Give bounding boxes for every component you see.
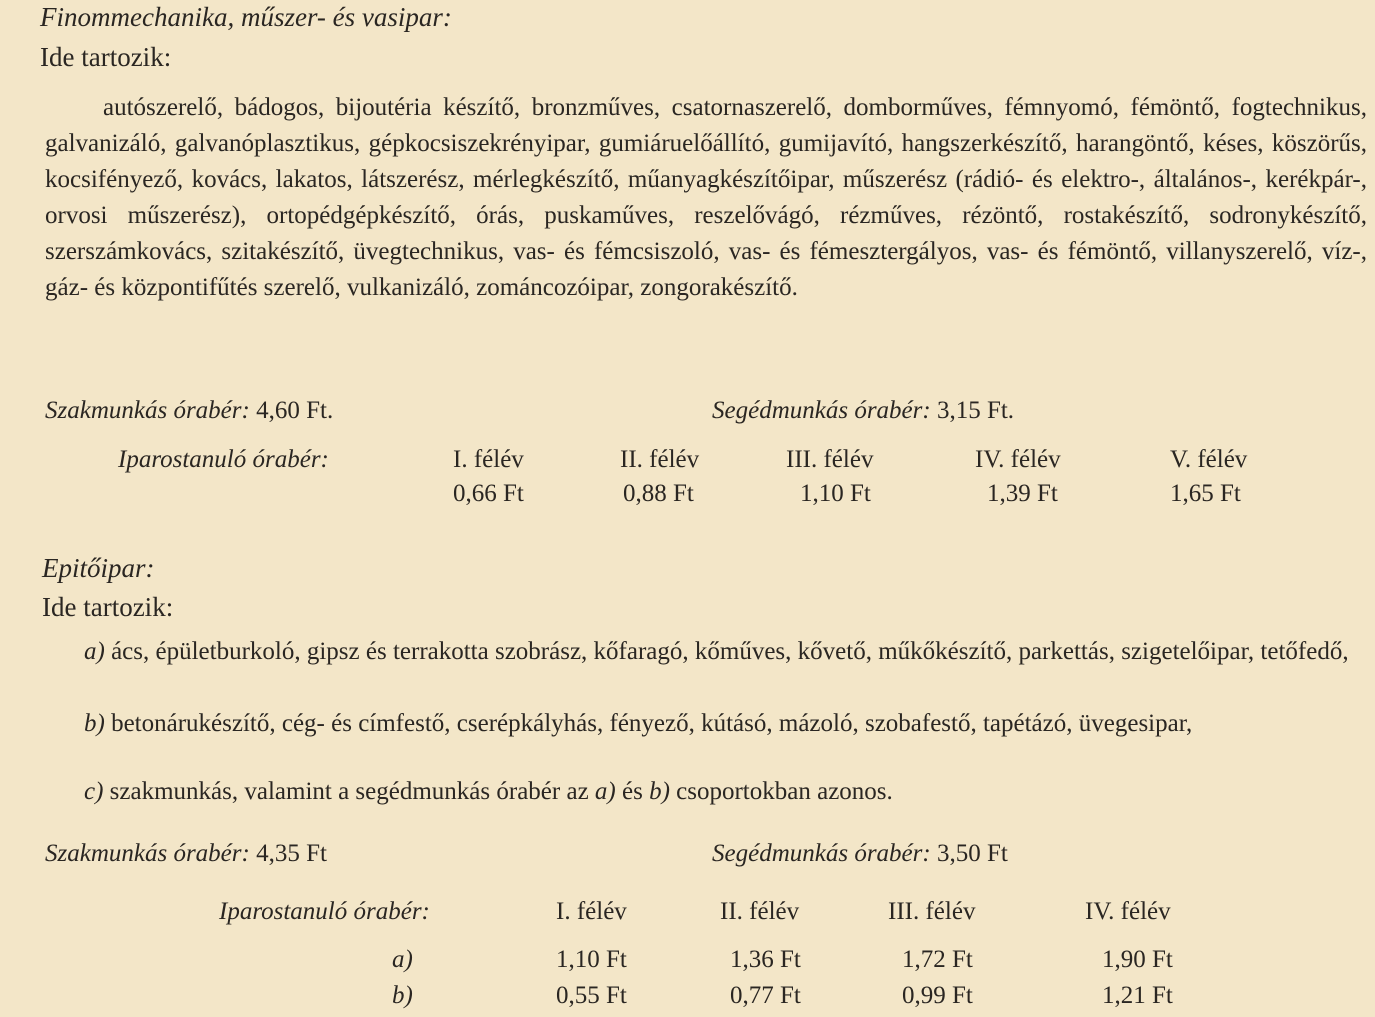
group-b-paragraph [10, 706, 1367, 742]
group-c-marker: c) [84, 778, 104, 805]
skilled-wage-label: Szakmunkás órabér: [45, 397, 250, 424]
group-b-marker: b) [84, 710, 105, 737]
trade-list-paragraph: autószerelő, bádogos, bijoutéria készítő, bronzműves, csatornaszerelő, domborműves, fémnyomó, fémöntő, fogtechnikus, galvanizáló, galvanóplasztikus, gépkocsiszekrényipar, gumiáruelőállító, gumijavító, hangszerkészítő, harangöntő, késes, köszörűs, kocsifényező, kovács, lakatos, látszerész, mérlegkészítő, műanyagkészítőipar, műszerész (rádió- és elektro-, általános-, kerékpár-, orvosi műszerész), ortopédgépkészítő, órás, puskaműves, reszelővágó, rézműves, rézöntő, rostakészítő, sodronykészítő, szerszámkovács, szitakészítő, üvegtechnikus, vas- és fémcsiszoló, vas- és fémesztergályos, vas- és fémöntő, villanyszerelő, víz-, gáz- és központifűtés szerelő, vulkanizáló, zománcozóipar, zongorakészítő. [45, 94, 1367, 301]
semester-value: 1,39 Ft [987, 480, 1058, 507]
semester-header: I. félév [556, 898, 627, 925]
helper-wage-value: 3,15 Ft. [936, 397, 1015, 424]
semester-header: I. félév [453, 446, 524, 473]
skilled-wage-label: Szakmunkás órabér: [45, 840, 250, 867]
skilled-wage-row [45, 397, 333, 425]
group-a-marker: a) [84, 638, 105, 665]
semester-header: II. félév [720, 898, 800, 925]
semester-header: IV. félév [975, 446, 1061, 473]
group-c-text-end: csoportokban azonos. [676, 778, 893, 805]
apprentice-wage-label: Iparostanuló órabér: [118, 446, 329, 473]
row-marker-a: a) [392, 946, 413, 973]
semester-header: III. félév [888, 898, 976, 925]
wage-cell: 1,21 Ft [1102, 982, 1173, 1009]
semester-value: 0,66 Ft [453, 480, 524, 507]
wage-cell: 0,77 Ft [730, 982, 801, 1009]
skilled-wage-row [45, 840, 327, 868]
semester-header: III. félév [786, 446, 874, 473]
helper-wage-label: Segédmunkás órabér: [712, 840, 931, 867]
row-marker-b: b) [392, 982, 413, 1009]
group-c-text: szakmunkás, valamint a segédmunkás órabér az [109, 778, 589, 805]
semester-header: II. félév [620, 446, 700, 473]
group-b-text: betonárukészítő, cég- és címfestő, cserépkályhás, fényező, kútásó, mázoló, szobafestő, tapétázó, üvegesipar, [111, 710, 1193, 737]
semester-value: 1,10 Ft [800, 480, 871, 507]
section-intro: Ide tartozik: [42, 592, 174, 622]
group-c-ref-a: a) [594, 778, 616, 805]
group-c-line [84, 778, 893, 806]
wage-cell: 1,90 Ft [1102, 946, 1173, 973]
apprentice-wage-label: Iparostanuló órabér: [219, 898, 430, 925]
semester-value: 1,65 Ft [1170, 480, 1241, 507]
section-intro: Ide tartozik: [40, 42, 172, 72]
helper-wage-row [712, 840, 1008, 868]
group-c-ref-b: b) [649, 778, 670, 805]
group-a-text: ács, épületburkoló, gipsz és terrakotta szobrász, kőfaragó, kőműves, kővető, műkőkészítő, parkettás, szigetelőipar, tetőfedő, [111, 638, 1349, 665]
wage-cell: 0,99 Ft [902, 982, 973, 1009]
wage-cell: 1,36 Ft [730, 946, 801, 973]
group-c-conj: és [622, 778, 643, 805]
skilled-wage-value: 4,35 Ft [256, 840, 327, 867]
helper-wage-value: 3,50 Ft [936, 840, 1008, 867]
wage-cell: 1,72 Ft [902, 946, 973, 973]
semester-header: V. félév [1170, 446, 1248, 473]
helper-wage-label: Segédmunkás órabér: [712, 397, 931, 424]
semester-value: 0,88 Ft [623, 480, 694, 507]
group-a-paragraph [10, 634, 1367, 670]
skilled-wage-value: 4,60 Ft. [256, 397, 334, 424]
wage-cell: 1,10 Ft [556, 946, 627, 973]
semester-header: IV. félév [1085, 898, 1171, 925]
wage-cell: 0,55 Ft [556, 982, 627, 1009]
helper-wage-row [712, 397, 1014, 425]
section-heading-epitoipar: Epitőipar: [42, 553, 155, 583]
section-heading-finommechanika: Finommechanika, műszer- és vasipar: [40, 2, 452, 32]
